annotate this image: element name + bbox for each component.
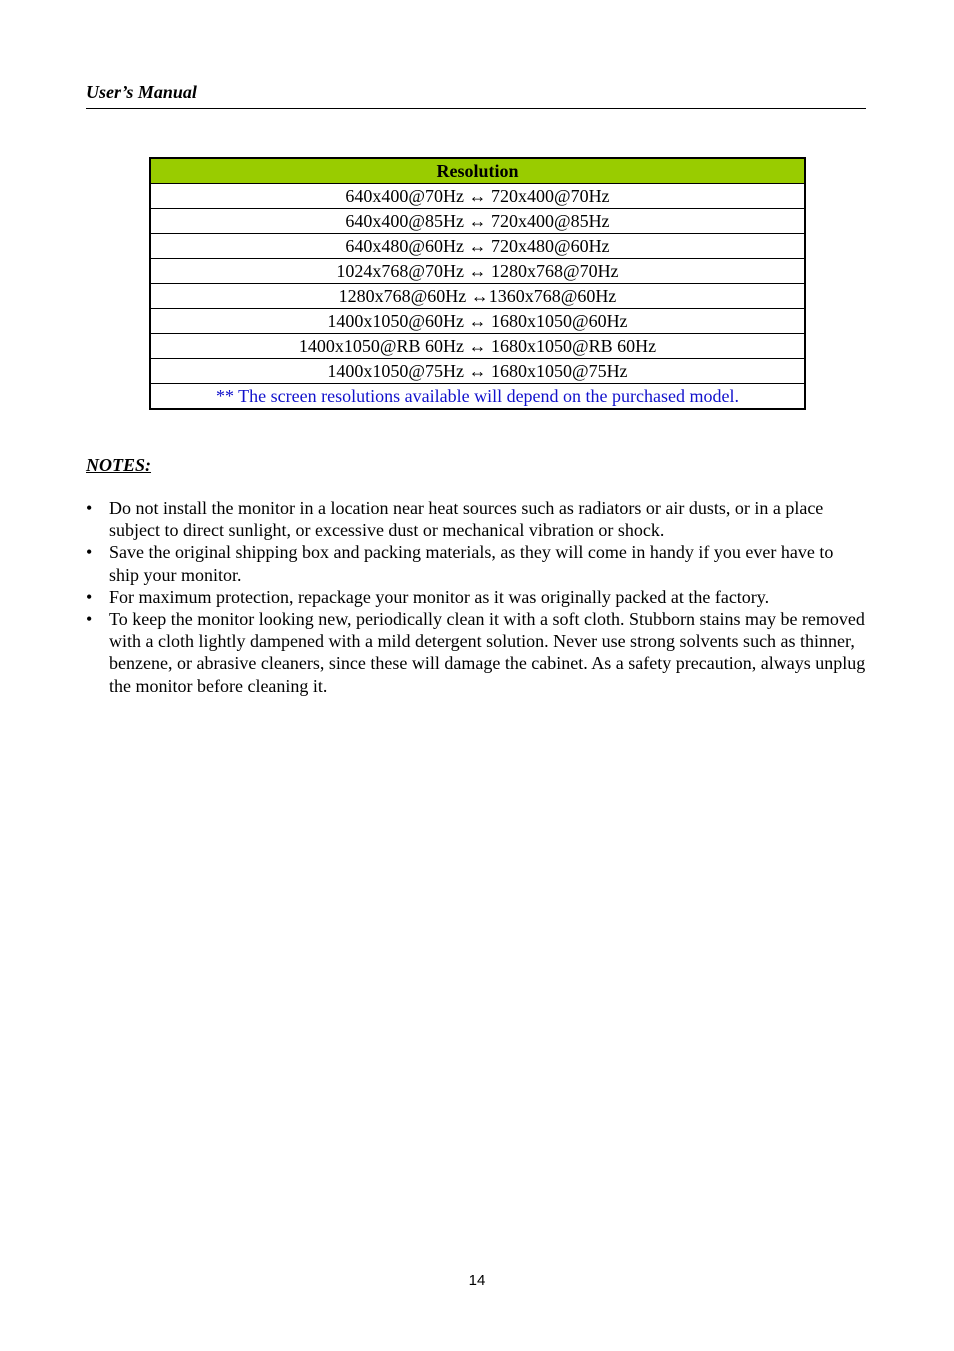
table-header-cell: Resolution	[150, 158, 805, 184]
table-row	[150, 234, 805, 259]
notes-list	[86, 497, 866, 697]
list-item-text: Do not install the monitor in a location near heat sources such as radiators or air dusts, or in a place subject to direct sunlight, or excessive dust or mechanical vibration or shock.	[109, 498, 824, 541]
table-note-row	[150, 384, 805, 410]
list-item-text: For maximum protection, repackage your monitor as it was originally packed at the factory.	[109, 586, 770, 607]
bullet-icon: •	[86, 586, 93, 607]
list-item	[86, 608, 866, 697]
bullet-icon: •	[86, 609, 93, 630]
table-row	[150, 309, 805, 334]
notes-title: NOTES:	[86, 455, 152, 475]
list-item-text: Save the original shipping box and packing materials, as they will come in handy if you ever have to ship your monitor.	[109, 542, 834, 585]
table-row	[150, 284, 805, 309]
table-cell: 640x400@85Hz ↔ 720x400@85Hz	[150, 209, 805, 234]
bullet-icon: •	[86, 542, 93, 563]
list-item	[86, 497, 866, 541]
list-item-text: To keep the monitor looking new, periodically clean it with a soft cloth. Stubborn stains may be removed with a cloth lightly dampened with a mild detergent solution. Never use strong solvents such as thinner, benzene, or abrasive cleaners, since these will damage the cabinet. As a safety precaution, always unplug the monitor before cleaning it.	[109, 609, 866, 696]
table-cell: 1024x768@70Hz ↔ 1280x768@70Hz	[150, 259, 805, 284]
table-cell: 1400x1050@RB 60Hz ↔ 1680x1050@RB 60Hz	[150, 334, 805, 359]
table-row	[150, 334, 805, 359]
table-header-row	[150, 158, 805, 184]
list-item	[86, 541, 866, 585]
table-row	[150, 209, 805, 234]
table-cell: 1280x768@60Hz ↔1360x768@60Hz	[150, 284, 805, 309]
table-row	[150, 359, 805, 384]
page-header	[86, 80, 866, 109]
bullet-icon: •	[86, 498, 93, 518]
table-cell: 640x480@60Hz ↔ 720x480@60Hz	[150, 234, 805, 259]
resolution-table	[149, 157, 806, 410]
table-cell: 1400x1050@75Hz ↔ 1680x1050@75Hz	[150, 359, 805, 384]
list-item	[86, 586, 866, 608]
table-cell: 640x400@70Hz ↔ 720x400@70Hz	[150, 184, 805, 209]
page-number: 14	[468, 1272, 486, 1289]
table-cell: 1400x1050@60Hz ↔ 1680x1050@60Hz	[150, 309, 805, 334]
table-row	[150, 184, 805, 209]
table-note-cell: ** The screen resolutions available will depend on the purchased model.	[150, 384, 805, 410]
header-title: User’s Manual	[86, 82, 197, 102]
table-row	[150, 259, 805, 284]
